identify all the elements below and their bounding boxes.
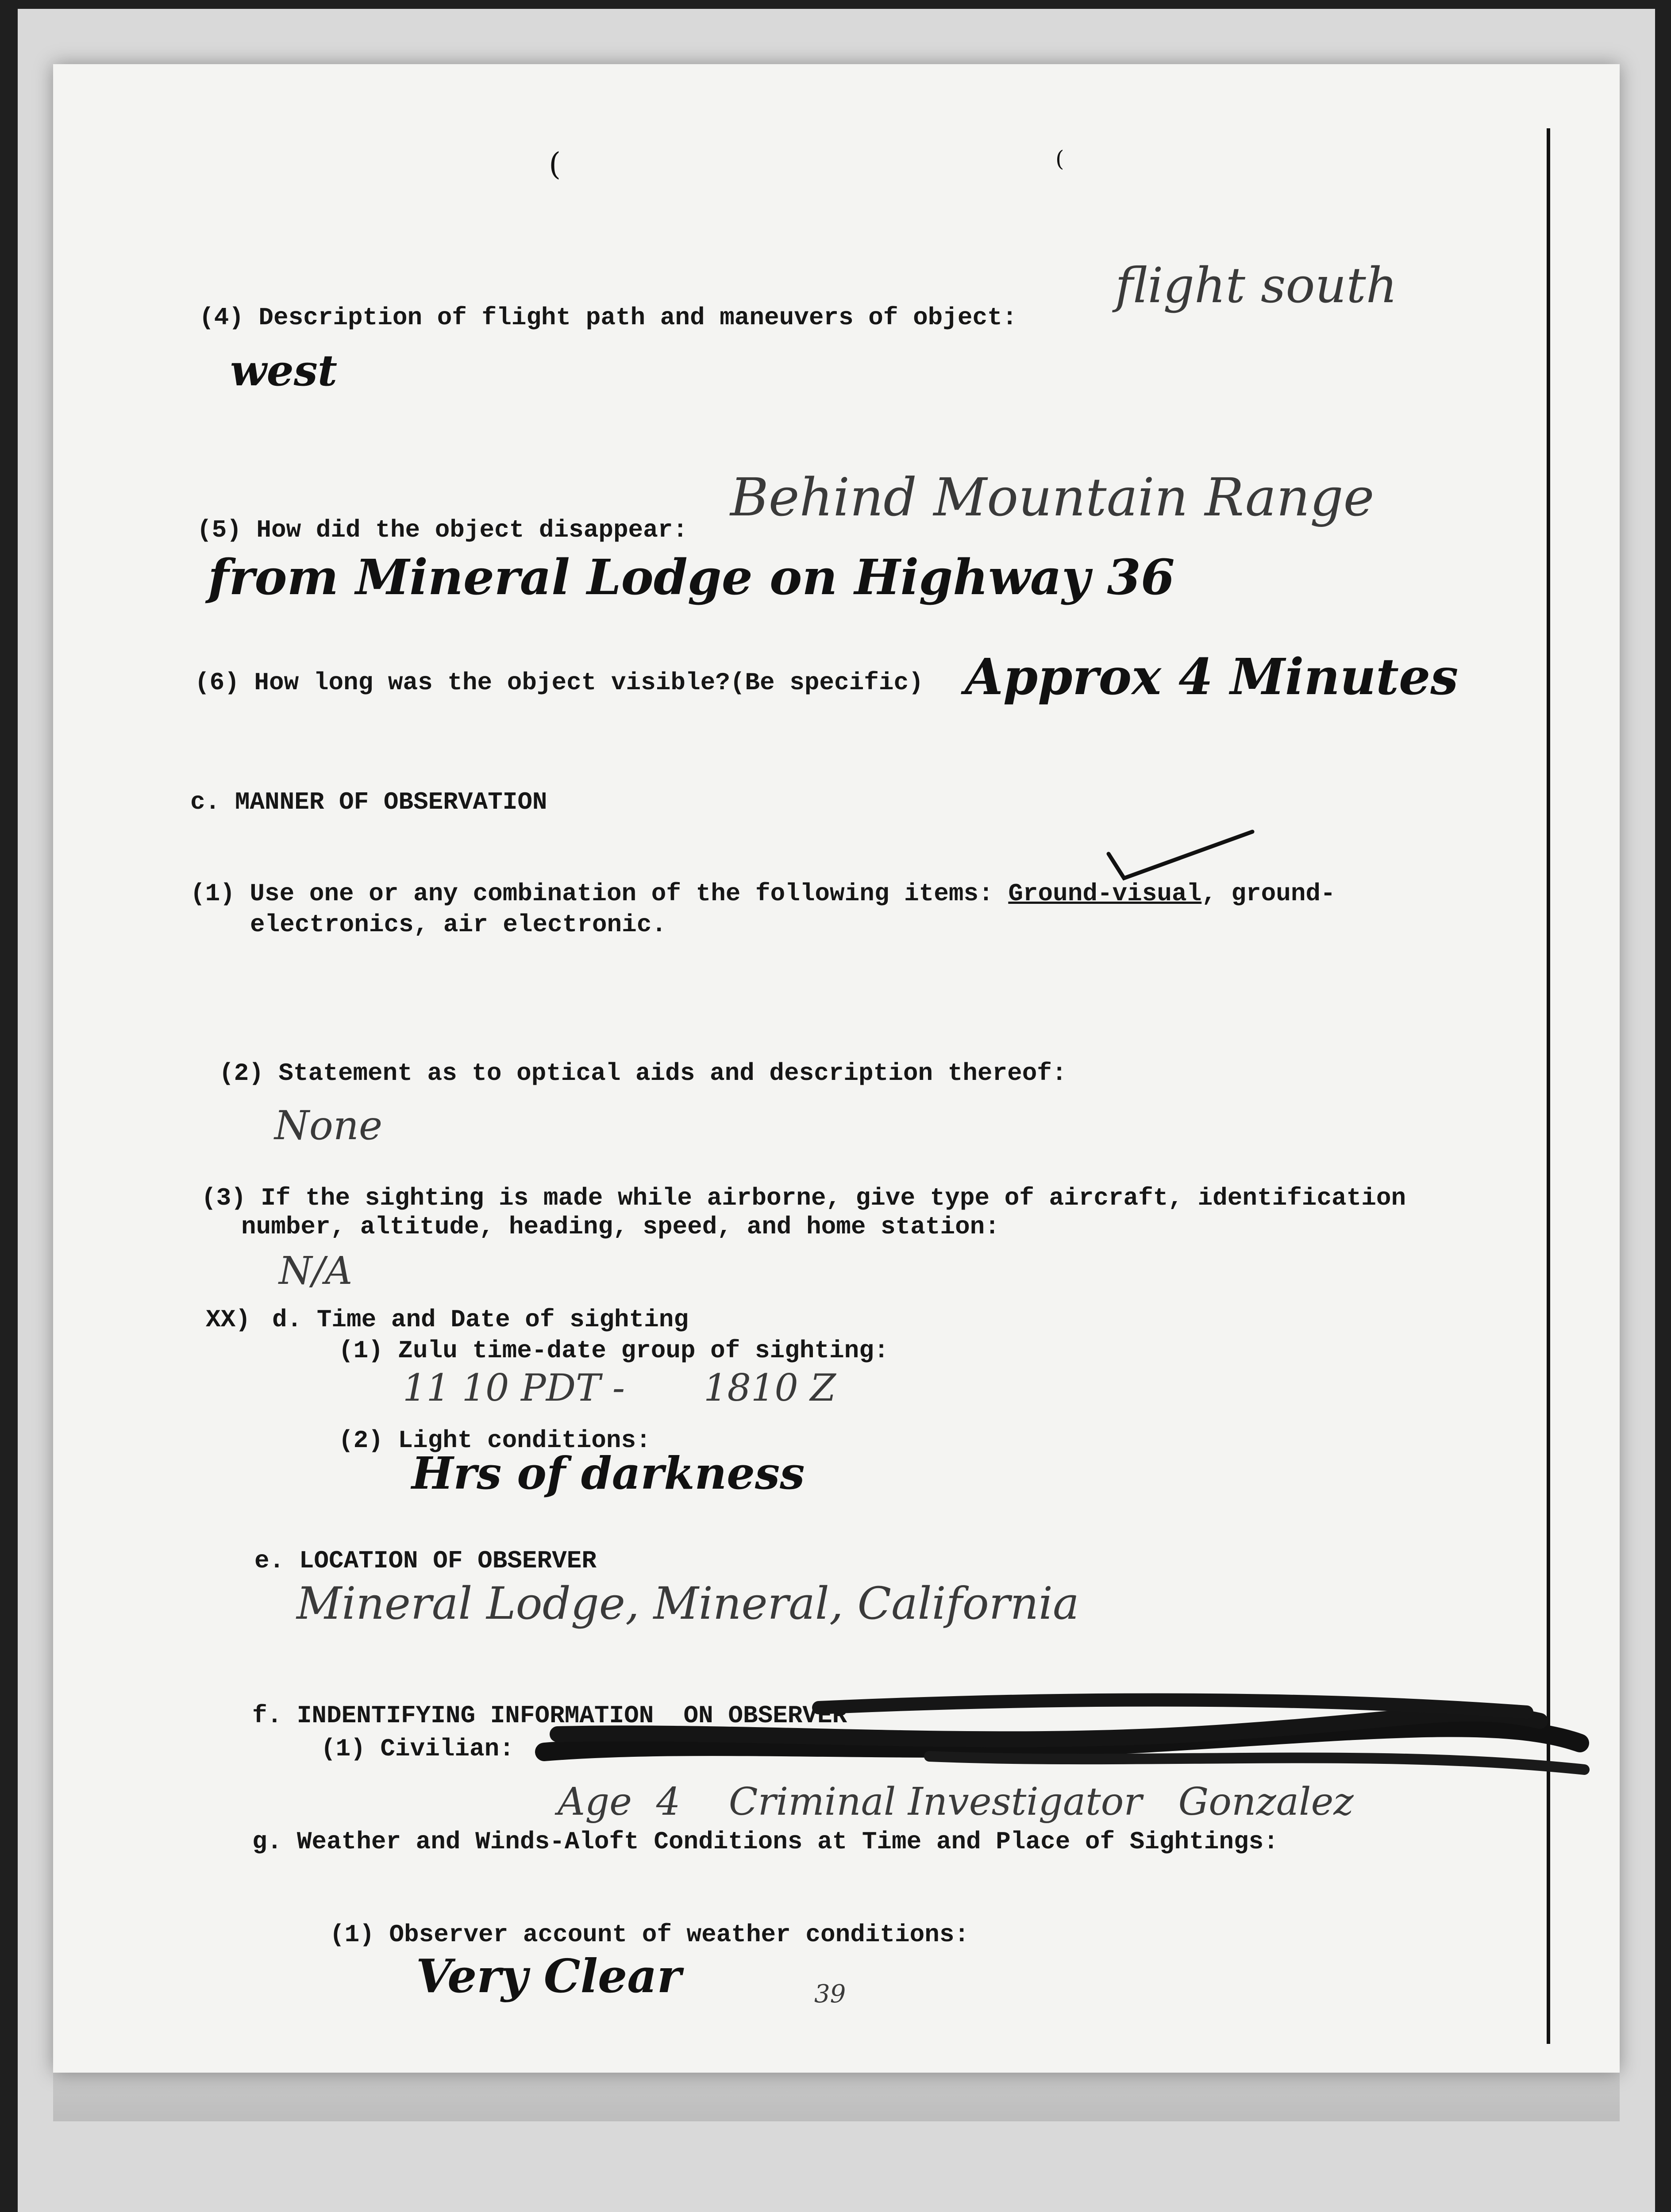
manner-item1-line1 [190, 881, 1336, 906]
zulu-answer-b: 1810 Z [704, 1366, 836, 1409]
airborne-line2: number, altitude, heading, speed, and home station: [241, 1213, 1000, 1241]
zulu-label: (1) Zulu time-date group of sighting: [339, 1336, 889, 1365]
checkmark-icon [1106, 827, 1261, 885]
civilian-label: (1) Civilian: [321, 1735, 514, 1763]
manner-item1-checked-option: Ground-visual [1008, 879, 1202, 908]
manner-heading: c. MANNER OF OBSERVATION [190, 788, 547, 816]
disappear-answer-line1: Behind Mountain Range [730, 467, 1375, 528]
location-answer: Mineral Lodge, Mineral, California [296, 1578, 1079, 1629]
zulu-answer-a: 11 10 PDT - [403, 1366, 625, 1409]
disappear-answer-line2: from Mineral Lodge on Highway 36 [208, 549, 1175, 606]
civilian-answer: Age 4 Criminal Investigator Gonzalez [558, 1780, 1354, 1824]
light-conditions-label: (2) Light conditions: [339, 1426, 651, 1455]
page-number: 39 [814, 1980, 846, 2008]
light-conditions-answer: Hrs of darkness [412, 1447, 805, 1499]
identifying-heading: f. INDENTIFYING INFORMATION ON OBSERVER [252, 1701, 847, 1730]
flight-path-label: (4) Description of flight path and maneuvers of object: [199, 303, 1017, 332]
time-date-heading: d. Time and Date of sighting [272, 1306, 689, 1334]
paper-bottom-shadow [53, 2073, 1620, 2121]
margin-paren-right: ( [1055, 146, 1064, 172]
visible-answer: Approx 4 Minutes [965, 648, 1459, 706]
flight-path-answer-line2: west [230, 346, 338, 396]
disappear-label: (5) How did the object disappear: [197, 516, 688, 544]
manner-item1-prefix: (1) Use one or any combination of the following items: [190, 879, 1009, 908]
margin-paren-left: ( [549, 146, 561, 182]
visible-label: (6) How long was the object visible?(Be specific) [195, 668, 924, 697]
location-heading: e. LOCATION OF OBSERVER [254, 1547, 597, 1575]
optical-aids-answer: None [274, 1102, 383, 1149]
margin-xx-mark: XX) [206, 1306, 250, 1334]
flight-path-answer-line1: flight south [1115, 257, 1398, 314]
airborne-answer: N/A [279, 1249, 353, 1293]
manner-item1-line2: electronics, air electronic. [250, 910, 666, 939]
manner-item1-suffix: , ground- [1201, 879, 1336, 908]
weather-heading: g. Weather and Winds-Aloft Conditions at Time and Place of Sightings: [252, 1828, 1278, 1856]
weather-observer-label: (1) Observer account of weather conditions: [330, 1920, 970, 1949]
airborne-line1: (3) If the sighting is made while airborne, give type of aircraft, identification [201, 1184, 1406, 1212]
optical-aids-label: (2) Statement as to optical aids and description thereof: [219, 1059, 1067, 1087]
redaction-scribble [531, 1690, 1593, 1787]
weather-observer-answer: Very Clear [416, 1949, 681, 2003]
